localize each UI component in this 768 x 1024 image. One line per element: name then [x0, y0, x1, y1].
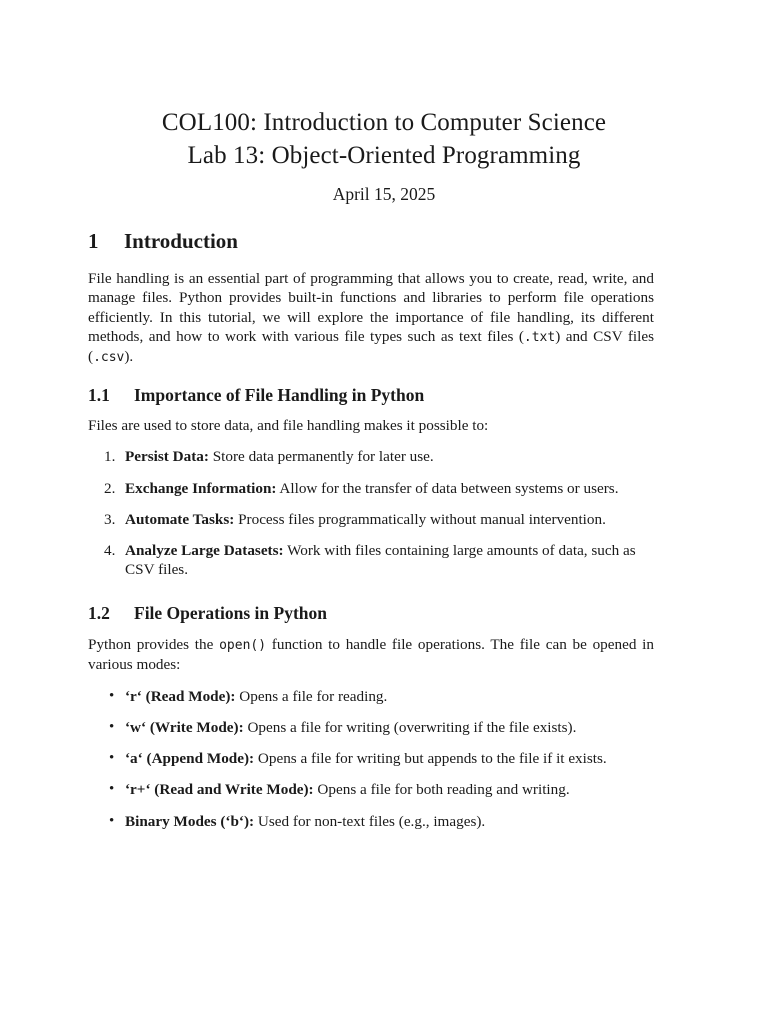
list-item	[88, 479, 654, 498]
bullet-marker: •	[109, 781, 115, 798]
list-item-text: Opens a file for writing (overwriting if the file exists).	[243, 718, 577, 736]
list-item	[88, 718, 654, 737]
list-item-text: Work with files containing large amounts of data, such as CSV files.	[125, 542, 636, 579]
subsection-heading-file-operations	[88, 603, 327, 624]
list-item	[88, 541, 654, 580]
bullet-marker: •	[109, 812, 115, 829]
list-item	[88, 687, 654, 706]
list-item-text: Opens a file for both reading and writing.	[313, 781, 570, 799]
document-title-line-1: COL100: Introduction to Computer Science	[161, 109, 607, 136]
introduction-paragraph-block	[88, 269, 654, 367]
list-item	[88, 812, 654, 831]
list-item	[88, 510, 654, 529]
bullet-marker: •	[109, 718, 115, 735]
importance-intro: Files are used to store data, and file handling makes it possible to:	[88, 417, 489, 434]
importance-block	[88, 416, 654, 592]
list-item-term: ‘r+‘ (Read and Write Mode):	[125, 781, 314, 799]
list-item-term: Analyze Large Datasets:	[125, 542, 284, 560]
list-item-text: Store data permanently for later use.	[208, 448, 434, 466]
intro-text-2: ) and CSV files (	[88, 327, 654, 366]
intro-text-3: ).	[124, 348, 134, 366]
ops-intro-text-1: Python provides the	[88, 636, 220, 653]
code-open: open()	[219, 638, 267, 653]
code-csv: .csv	[93, 350, 125, 366]
title-block	[0, 106, 768, 205]
list-marker: 1.	[104, 448, 116, 466]
document-title-line-2: Lab 13: Object-Oriented Programming	[187, 142, 581, 169]
list-item-term: ‘r‘ (Read Mode):	[125, 687, 236, 705]
list-item	[88, 447, 654, 466]
list-item	[88, 780, 654, 799]
subsection-number: 1.2	[88, 603, 110, 623]
list-item-text: Allow for the transfer of data between systems or users.	[276, 479, 619, 497]
introduction-paragraph	[88, 269, 654, 367]
list-item-text: Opens a file for reading.	[235, 687, 388, 705]
file-operations-intro	[88, 635, 654, 675]
subsection-title: Importance of File Handling in Python	[134, 385, 425, 405]
list-item-term: Automate Tasks:	[125, 510, 235, 528]
list-item-term: Exchange Information:	[125, 479, 277, 497]
subsection-title: File Operations in Python	[134, 603, 327, 623]
list-item-text: Process files programmatically without manual intervention.	[234, 510, 606, 528]
file-operations-block	[88, 635, 654, 843]
ops-intro-text-2: function to handle file operations. The file can be opened in various modes:	[88, 636, 654, 674]
list-item-text: Opens a file for writing but appends to the file if it exists.	[254, 750, 607, 768]
file-modes-list	[88, 687, 654, 831]
list-item-term: ‘a‘ (Append Mode):	[125, 750, 255, 768]
list-item-term: Persist Data:	[125, 448, 209, 466]
bullet-marker: •	[109, 687, 115, 704]
bullet-marker: •	[109, 750, 115, 767]
list-marker: 4.	[104, 542, 116, 560]
intro-text-1: File handling is an essential part of programming that allows you to create, read, write, and manage files. Python provides built-in functions and libraries to perform file operations efficiently. In this tutorial, we will explore the importance of file handling, its different methods, and how to work with various file types such as text files (	[88, 270, 654, 345]
code-txt: .txt	[523, 329, 556, 345]
subsection-number: 1.1	[88, 385, 110, 405]
section-number: 1	[88, 229, 99, 253]
list-marker: 2.	[104, 479, 116, 497]
list-item-term: ‘w‘ (Write Mode):	[125, 718, 244, 736]
list-item	[88, 749, 654, 768]
importance-list	[88, 447, 654, 579]
section-title: Introduction	[124, 229, 238, 253]
list-item-term: Binary Modes (‘b‘):	[125, 812, 255, 830]
subsection-heading-importance	[88, 385, 424, 406]
list-marker: 3.	[104, 510, 116, 528]
section-heading-introduction	[88, 229, 238, 254]
list-item-text: Used for non-text files (e.g., images).	[254, 812, 486, 830]
document-date: April 15, 2025	[332, 184, 436, 204]
